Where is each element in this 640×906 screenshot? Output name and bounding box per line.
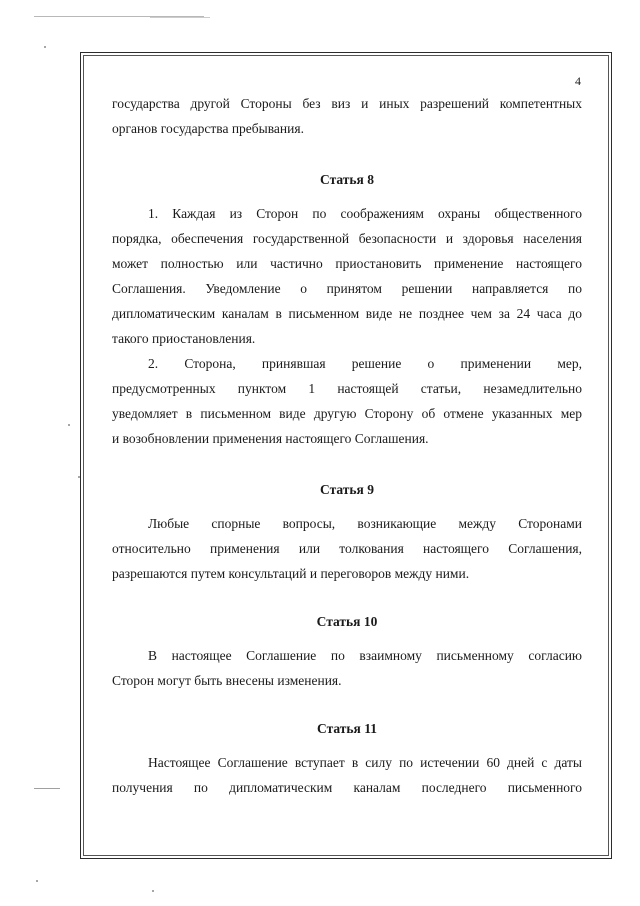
text-line: Настоящее Соглашение вступает в силу по истечении 60 дней с даты [148, 755, 582, 770]
text-line: может полностью или частично приостановить применение настоящего [112, 256, 582, 271]
text-line: Сторон могут быть внесены изменения. [112, 673, 342, 688]
article-heading: Статья 9 [320, 482, 374, 497]
text-line: такого приостановления. [112, 331, 256, 346]
scan-speck [36, 880, 38, 882]
text-line: относительно применения или толкования настоящего Соглашения, [112, 541, 582, 556]
text-line: В настоящее Соглашение по взаимному письменному согласию [148, 648, 582, 663]
text-line: получения по дипломатическим каналам последнего письменного [112, 780, 582, 795]
scan-speck [44, 46, 46, 48]
page-number: 4 [575, 74, 581, 88]
text-line: дипломатическим каналам в письменном виде не позднее чем за 24 часа до [112, 306, 582, 321]
text-line: органов государства пребывания. [112, 121, 304, 136]
text-line: Любые спорные вопросы, возникающие между Сторонами [148, 516, 582, 531]
text-line: предусмотренных пунктом 1 настоящей статьи, незамедлительно [112, 381, 582, 396]
text-line: разрешаются путем консультаций и переговоров между ними. [112, 566, 470, 581]
scan-artifact-line [150, 17, 210, 18]
scan-speck [152, 890, 154, 892]
text-line: государства другой Стороны без виз и иных разрешений компетентных [112, 96, 582, 111]
text-line: 2. Сторона, принявшая решение о применении мер, [148, 356, 582, 371]
article-heading: Статья 8 [320, 172, 374, 187]
text-line: Соглашения. Уведомление о принятом решении направляется по [112, 281, 582, 296]
text-line: 1. Каждая из Сторон по соображениям охраны общественного [148, 206, 582, 221]
article-heading: Статья 11 [317, 721, 377, 736]
text-line: и возобновлении применения настоящего Соглашения. [112, 431, 429, 446]
scan-artifact-line [34, 788, 60, 789]
text-line: порядка, обеспечения государственной безопасности и здоровья населения [112, 231, 582, 246]
text-line: уведомляет в письменном виде другую Сторону об отмене указанных мер [112, 406, 582, 421]
scan-speck [68, 424, 70, 426]
article-heading: Статья 10 [316, 614, 378, 629]
